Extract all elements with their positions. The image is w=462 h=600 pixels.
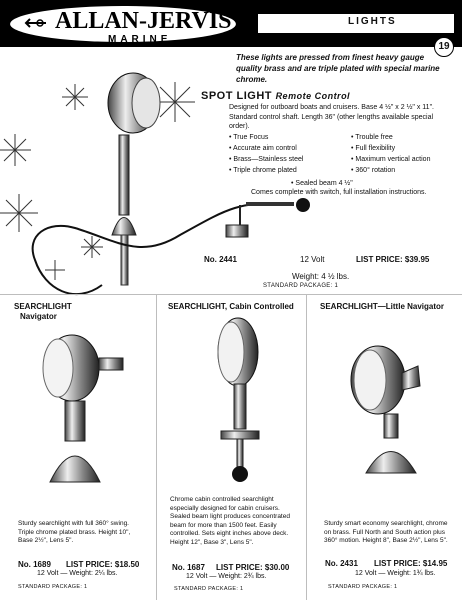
section-title: LIGHTS [348, 16, 397, 27]
product-1-spec: 12 Volt — Weight: 2¼ lbs. [37, 570, 118, 577]
product-3-package: STANDARD PACKAGE: 1 [328, 584, 398, 590]
feature-right-4: • 360° rotation [351, 167, 396, 174]
little-navigator-image [340, 328, 450, 478]
spotlight-price: LIST PRICE: $39.95 [356, 255, 430, 264]
feature-left-3: • Brass—Stainless steel [229, 156, 304, 163]
feature-left-2: • Accurate aim control [229, 145, 297, 152]
spotlight-weight: Weight: 4 ½ lbs. [292, 272, 350, 281]
brand-name: ALLAN-JERVIS [55, 8, 232, 34]
product-1-subtitle: Navigator [20, 312, 57, 321]
feature-left-1: • True Focus [229, 134, 269, 141]
cabin-searchlight-image [196, 314, 284, 484]
product-2-price: LIST PRICE: $30.00 [216, 563, 290, 572]
vertical-divider-2 [306, 294, 307, 600]
product-2-spec: 12 Volt — Weight: 2¾ lbs. [186, 573, 267, 580]
intro-text: These lights are pressed from finest heavy gauge quality brass and are triple plated with special marine chrome. [236, 53, 440, 84]
spotlight-title-suffix: Remote Control [275, 91, 351, 101]
horizontal-divider [0, 294, 462, 295]
product-1-price: LIST PRICE: $18.50 [66, 560, 140, 569]
product-3-number: No. 2431 [325, 559, 358, 568]
product-2-package: STANDARD PACKAGE: 1 [174, 586, 244, 592]
spotlight-title [201, 90, 350, 102]
product-2-number: No. 1687 [172, 563, 205, 572]
product-3-spec: 12 Volt — Weight: 1¾ lbs. [355, 570, 436, 577]
product-1-number: No. 1689 [18, 560, 51, 569]
spotlight-number: No. 2441 [204, 255, 237, 264]
product-3-description: Sturdy smart economy searchlight, chrome on brass. Full North and South action plus 360° motion. Height 8", Base 2½", Lens 5". [324, 520, 448, 544]
spotlight-package: STANDARD PACKAGE: 1 [263, 283, 339, 289]
feature-right-3: • Maximum vertical action [351, 156, 431, 163]
product-2-title: SEARCHLIGHT, Cabin Controlled [168, 302, 294, 311]
spotlight-title-main: SPOT LIGHT [201, 90, 272, 102]
spotlight-volt: 12 Volt [300, 255, 325, 264]
product-1-description: Sturdy searchlight with full 360° swing. Triple chrome plated brass. Height 10", Base 2½", Lens 5". [18, 520, 131, 544]
brand-sub: MARINE [108, 34, 172, 45]
feature-right-1: • Trouble free [351, 134, 393, 141]
spotlight-comes: Comes complete with switch, full installation instructions. [251, 189, 427, 196]
page-number: 19 [434, 37, 454, 57]
searchlight-navigator-image [25, 320, 135, 485]
feature-left-4: • Triple chrome plated [229, 167, 297, 174]
feature-right-2: • Full flexibility [351, 145, 396, 152]
spotlight-sealed: • Sealed beam 4 ½" [291, 180, 353, 187]
vertical-divider-1 [156, 294, 157, 600]
product-1-title: SEARCHLIGHT [14, 302, 72, 311]
section-label [258, 14, 454, 33]
product-2-description: Chrome cabin controlled searchlight especially designed for cabin cruisers. Sealed beam light produces concentrated beam for more than 1500 feet. Easily controlled. Sets eight inches above deck. Height 12", Base 3", Lens 5". [170, 496, 290, 546]
spotlight-description: Designed for outboard boats and cruisers. Base 4 ½" x 2 ½" x 11". Standard control shaft. Length 36" (other lengths available special order). [229, 104, 434, 130]
product-3-title: SEARCHLIGHT—Little Navigator [320, 302, 445, 311]
anchor-emblem-icon [24, 16, 48, 30]
product-3-price: LIST PRICE: $14.95 [374, 559, 448, 568]
product-1-package: STANDARD PACKAGE: 1 [18, 584, 88, 590]
